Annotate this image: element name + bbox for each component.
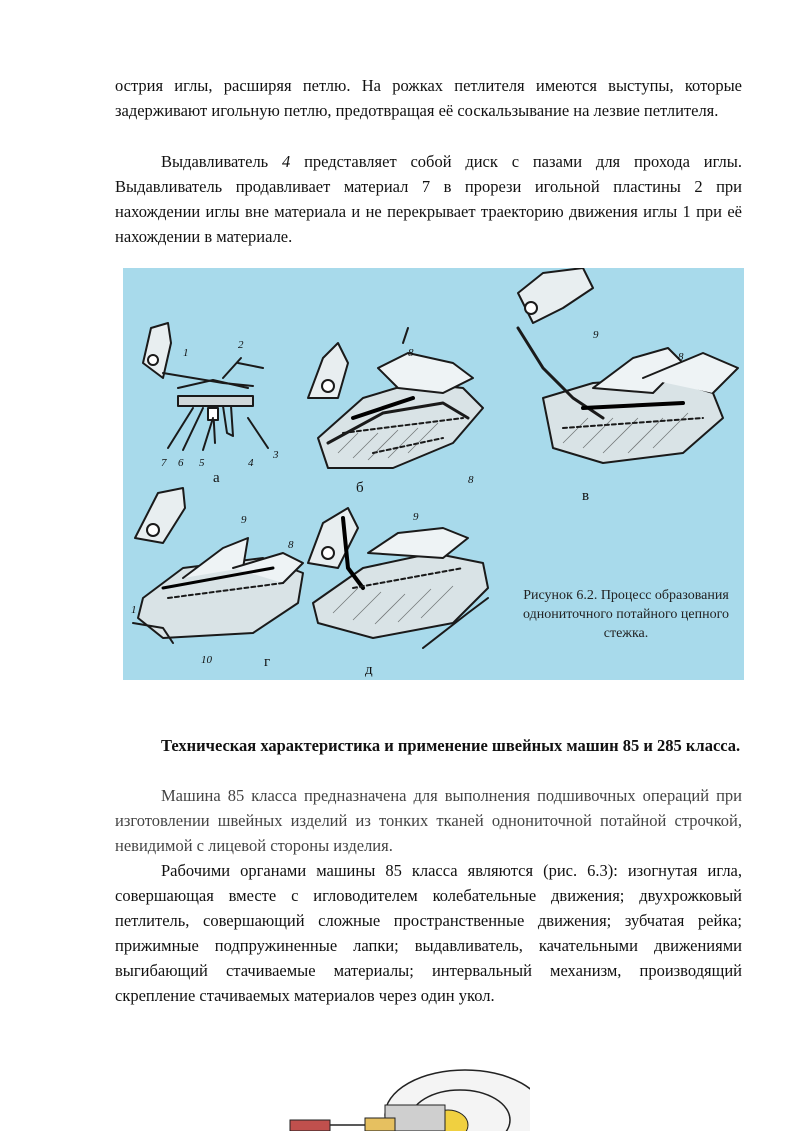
paragraph-loop-description: острия иглы, расширяя петлю. На рожках петлителя имеются выступы, которые задерживают игольную петлю, предотвращая её соскальзывание на лезвие петлителя.: [115, 76, 742, 120]
callout-d-9: 9: [413, 511, 419, 523]
callout-a-7: 7: [161, 457, 167, 469]
figure-caption: Рисунок 6.2. Процесс образования однониточного потайного цепного стежка.: [523, 588, 729, 641]
paragraph-body: представляет собой диск с пазами для прохода иглы. Выдавливатель продавливает материал 7 в прорези игольной пластины 2 при нахождении иглы вне материала и не перекрывает траекторию движения иглы 1 при её нахождении в материале.: [115, 152, 743, 246]
sublabel-a: а: [213, 470, 220, 486]
sublabel-b: б: [356, 480, 364, 496]
callout-v-9: 9: [593, 329, 599, 341]
callout-g-10: 10: [201, 654, 212, 666]
part-number-italic: 4: [282, 152, 291, 171]
stitch-formation-figure: [123, 268, 744, 680]
callout-b-8: 8: [408, 347, 414, 359]
panel-g-drawing: [133, 488, 303, 643]
callout-g-1: 1: [131, 604, 137, 616]
callout-a-2: 2: [238, 339, 244, 351]
callout-g-8: 8: [288, 539, 294, 551]
callout-a-5: 5: [199, 457, 205, 469]
callout-b-8-lower: 8: [468, 474, 474, 486]
paragraph-working-parts: Рабочими органами машины 85 класса являются (рис. 6.3): изогнутая игла, совершающая вместе с игловодителем колебательные движения; двухрожковый петлитель, совершающий сложные пространственные движения; зубчатая рейка; прижимные подпружиненные лапки; выдавливатель, качательными движениями выгибающий стачиваемые материалы; интервальный механизм, производящий скрепление стачиваемых материалов через один укол.: [115, 861, 742, 1005]
callout-g-9: 9: [241, 514, 247, 526]
panel-v-drawing: [518, 268, 738, 463]
paragraph-prefix: Выдавливатель: [161, 152, 283, 171]
panel-b-drawing: [308, 328, 483, 468]
callout-v-8: 8: [678, 351, 684, 363]
paragraph-machine-85-purpose: Машина 85 класса предназначена для выполнения подшивочных операций при изготовлении швейных изделий из тонких тканей однониточной потайной строчкой, невидимой с лицевой стороны изделия.: [115, 786, 742, 855]
panel-a-drawing: [143, 323, 268, 450]
panel-d-drawing: [308, 508, 488, 648]
paragraph-presser-description: [115, 149, 742, 249]
callout-a-1: 1: [183, 347, 189, 359]
section-heading: Техническая характеристика и применение швейных машин 85 и 285 класса.: [161, 736, 741, 755]
callout-a-3: 3: [273, 449, 279, 461]
sublabel-g: г: [264, 654, 271, 670]
callout-a-6: 6: [178, 457, 184, 469]
callout-a-4: 4: [248, 457, 254, 469]
sublabel-v: в: [582, 488, 590, 504]
sublabel-d: д: [365, 662, 373, 678]
machine-figure-top: [270, 1040, 530, 1131]
